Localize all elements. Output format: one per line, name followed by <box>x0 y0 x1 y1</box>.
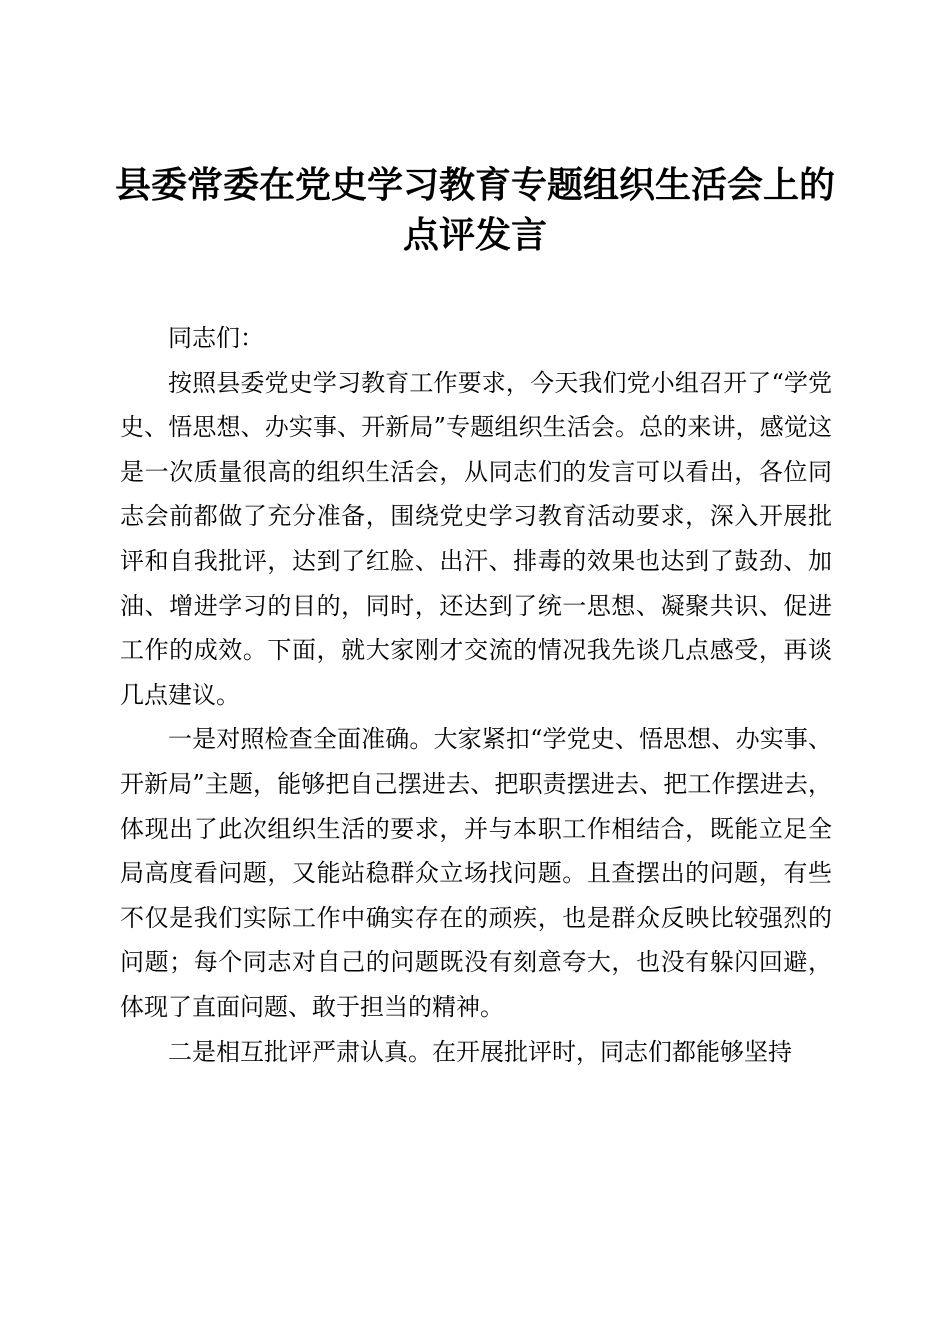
salutation: 同志们： <box>168 324 264 352</box>
document-body <box>120 316 832 1074</box>
document-title <box>100 160 850 260</box>
paragraph-point-one: 一是对照检查全面准确。大家紧扣“学党史、悟思想、办实事、开新局”主题，能够把自己摆进去、把职责摆进去、把工作摆进去，体现出了此次组织生活的要求，并与本职工作相结合，既能立足全局高度看问题，又能站稳群众立场找问题。且查摆出的问题，有些不仅是我们实际工作中确实存在的顽疾，也是群众反映比较强烈的问题；每个同志对自己的问题既没有刻意夸大，也没有躲闪回避，体现了直面问题、敢于担当的精神。 <box>120 725 832 1021</box>
paragraph-point-two: 二是相互批评严肃认真。在开展批评时，同志们都能够坚持 <box>168 1037 792 1066</box>
paragraph-intro: 按照县委党史学习教育工作要求，今天我们党小组召开了“学党史、悟思想、办实事、开新局”专题组织生活会。总的来讲，感觉这是一次质量很高的组织生活会，从同志们的发言可以看出，各位同志会前都做了充分准备，围绕党史学习教育活动要求，深入开展批评和自我批评，达到了红脸、出汗、排毒的效果也达到了鼓劲、加油、增进学习的目的，同时，还达到了统一思想、凝聚共识、促进工作的成效。下面，就大家刚才交流的情况我先谈几点感受，再谈几点建议。 <box>120 368 832 709</box>
title-line-2: 点评发言 <box>402 214 547 256</box>
title-line-1: 县委常委在党史学习教育专题组织生活会上的 <box>114 164 835 206</box>
